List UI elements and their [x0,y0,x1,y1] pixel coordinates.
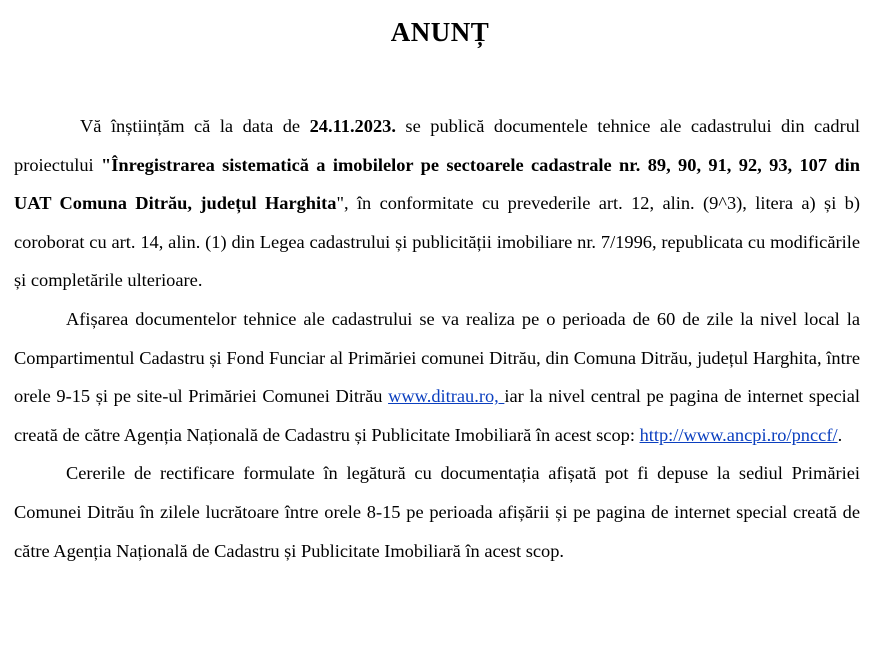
rectification-text: Cererile de rectificare formulate în legătură cu documentația afișată pot fi depuse la sediul Primăriei Comunei Ditrău în zilele lucrătoare între orele 8-15 pe perioada afișării și pe pagina de internet special creată de către Agenția Națională de Cadastru și Publicitate Imobiliară în acest scop. [14,463,860,561]
paragraph-display-info [14,300,860,454]
publication-date: 24.11.2023. [309,116,396,136]
paragraph-publication-notice [14,107,860,300]
project-name: "Înregistrarea sistematică a imobilelor pe sectoarele cadastrale nr. 89, 90, 91, 92, 93, 107 din UAT Comuna Ditrău, județul Harghita [14,154,860,214]
legal-basis-text: , în conformitate cu prevederile art. 12, alin. (9^3), litera a) și b) coroborat cu art. 14, alin. (1) din Legea cadastrului și publicității imobiliare nr. 7/1996, republicata cu modificările și completările ulterioare. [14,193,860,291]
sentence-end: . [837,424,843,445]
display-info-text: Afișarea documentelor tehnice ale cadastrului se va realiza pe o perioada de 60 de zile la nivel local la Compartimentul Cadastru și Fond Funciar al Primăriei comunei Ditrău, din Comuna Ditrău, județul Harghita, între orele 9-15 și pe site-ul Primăriei Comunei Ditrău [14,308,860,407]
paragraph-rectification-requests [14,454,860,570]
announcement-body [14,107,860,570]
page-title: ANUNȚ [390,17,490,47]
ancpi-pnccf-link[interactable]: http://www.ancpi.ro/pnccf/ [639,424,838,445]
ditrau-website-link[interactable]: www.ditrau.ro, [388,386,505,407]
central-level-text: iar la nivel central pe pagina de internet special creată de către Agenția Națională de Cadastru și Publicitate Imobiliară în acest scop: [14,386,860,445]
intro-text: Vă înștiințăm că la data de [80,116,310,136]
intro-continuation: se publică documentele tehnice ale cadastrului din cadrul proiectului [14,116,860,175]
project-quote-close: " [336,193,344,214]
